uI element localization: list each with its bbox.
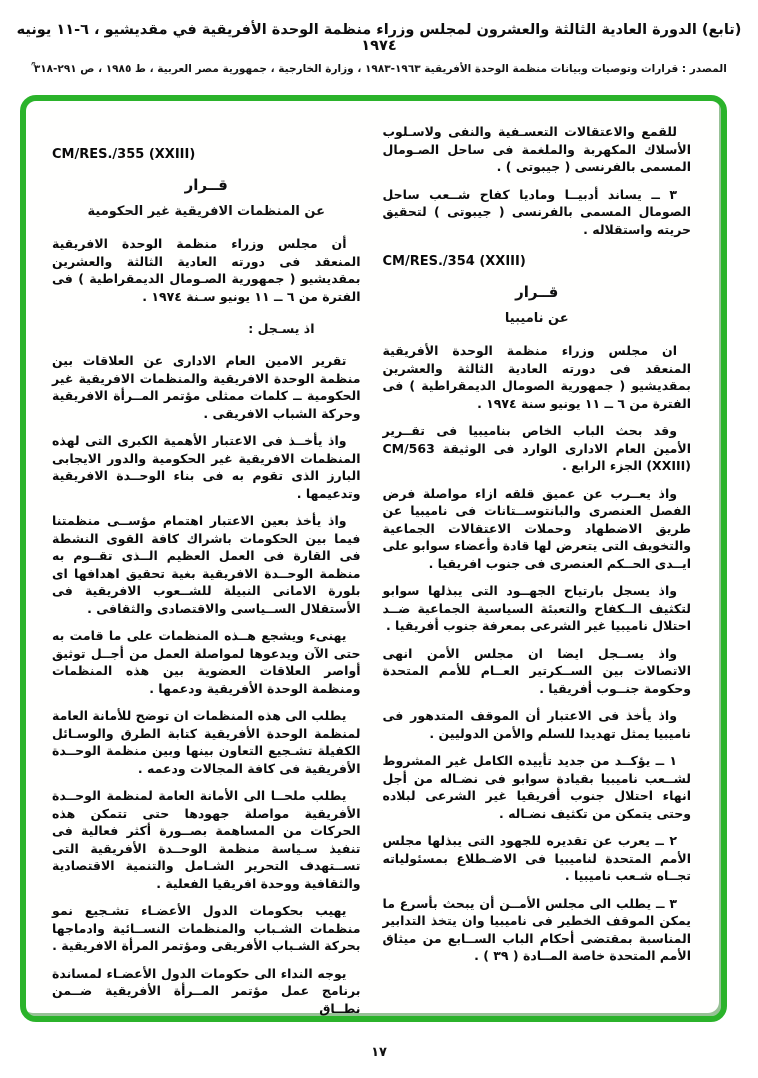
session-title: (تابع) الدورة العادية الثالثة والعشرون لمجلس وزراء منظمة الوحدة الأفريقية في مقديشيو ، ٦-١١ يونيه ١٩٧٤: [16, 22, 742, 54]
two-column-layout: [52, 121, 691, 1016]
paragraph: ٣ ــ يساند أدبيــا وماديا كفاح شــعب ساحل الصومال المسمى بالفرنسى ( جيبوتى ) لتحقيق حريته واستقلاله .: [382, 186, 691, 237]
paragraph: أن مجلس وزراء منظمة الوحدة الافريقية المنعقد فى دورته العادية الثالثة والعشرين بمقديشيو ( جمهورية الصـومال الديمقراطية ) فى الفترة من ٦ ــ ١١ يونيو سـنة ١٩٧٤ .: [52, 236, 361, 304]
paragraph: للقمع والاعتقالات التعسـفية والنفى ولاسـلوب الأسلاك المكهربة والملغمة فى ساحل الصـومال المسمى بالفرنسى ( جيبوتى ) .: [382, 124, 691, 174]
column-left: [52, 121, 361, 1016]
recital-marker: اذ يسـجل :: [248, 321, 315, 336]
numbered-paragraph-1: ١ ــ يؤكــد من جديد تأييده الكامل غير المشروط لشــعب ناميبيا بقيادة سوابو فى نضـاله من أجل انهاء احتلال جنوب أفريقيا غير الشرعى لبلاده وحتى يتمكن من تكثيف نضـاله .: [382, 753, 691, 821]
paragraph: يهنىء ويشجع هــذه المنظمات على ما قامت به حتى الآن ويدعوها لمواصلة العمل من أجــل توثيق أواصر العلاقات العضوية بين هذه المنظمات ومنظمة الوحدة الأفريقية ودعمها .: [52, 628, 361, 696]
paragraph: وقد بحث الباب الخاص بناميبيا فى تقــرير الأمين العام الادارى الوارد فى الوثيقة CM/563 (XXIII) الجزء الرابع .: [382, 423, 691, 473]
paragraph: يطلب ملحــا الى الأمانة العامة لمنظمة الوحــدة الأفريقية مواصلة جهودها حتى تتمكن هذه الحركات من المساهمة بصــورة أكثر فعالية فى تنفيذ سـياسة منظمة الوحــدة الأفريقية التى تســتهدف التحرير الشـامل والتنمية الاقتصادية والثقافية ووحدة افريقيا الفعلية .: [52, 788, 361, 891]
paragraph: واذ يعــرب عن عميق قلقه ازاء مواصلة فرض الفصل العنصرى والبانتوســتانات فى ناميبيا عن طريق الاضطهاد وحملات الاعتقالات الجماعية والتخويف التى يتعرض لها قادة وأعضاء سوابو على ايــدى الحــكم العنصرى فى جنوب افريقيا .: [382, 485, 691, 571]
resolution-title: قــرار: [515, 283, 559, 301]
resolution-subtitle: عن المنظمات الافريقية غير الحكومية: [87, 204, 325, 219]
resolution-title: قــرار: [184, 176, 228, 194]
paragraph: واذ يســجل ايضا ان مجلس الأمن انهى الاتصالات بين الســكرتير العــام للأمم المتحدة وحكومة جنــوب أفريقيا .: [382, 645, 691, 696]
paragraph: يطلب الى هذه المنظمات ان توضح للأمانة العامة لمنظمة الوحدة الأفريقية كتابة الطرق والوسـائل الكفيلة تشـجيع التعاون بينها وبين منظمة الوحــدة الأفريقية فى كافة المجالات ودعمه .: [52, 708, 361, 776]
paragraph: ان مجلس وزراء منظمة الوحدة الأفريقية المنعقد فى دورته العادية الثالثة والعشرين بمقديشيو ( جمهورية الصومال الديمقراطية ) فى الفترة من ٦ ــ ١١ يونيو سنة ١٩٧٤ .: [382, 343, 691, 411]
resolution-ref-354: CM/RES./354 (XXIII): [382, 254, 526, 269]
resolution-ref-355: CM/RES./355 (XXIII): [52, 147, 196, 162]
document-frame: [20, 95, 727, 1022]
paragraph: واذ يأخــذ فى الاعتبار الأهمية الكبرى التى لهذه المنظمات الافريقية غير الحكومية والدور الايجابى البارز الذى تقوم به فى بناء الوحــدة الافريقية وتدعيمها .: [52, 433, 361, 501]
paragraph: يهيب بحكومات الدول الأعضـاء تشـجيع نمو منظمات الشـباب والمنظمات النســائية وادماجها بحركة الشـباب الأفريقى ومؤتمر المرأة الافريقية .: [52, 903, 361, 953]
paragraph: واذ يأخذ بعين الاعتبار اهتمام مؤســى منظمتنا فيما بين الحكومات باشراك كافة القوى النشطة فى القارة فى العمل العظيم الــذى تقــوم به منظمة الوحــدة الافريقية بغية تحقيق اهدافها اى بلورة الامانى النبيلة للشــعوب الافريقية فى الأستقلال الســياسى والاقتصادى والثقافى .: [52, 513, 361, 616]
numbered-paragraph-3: ٣ ــ يطلب الى مجلس الأمــن أن يبحث بأسرع ما يمكن الموقف الخطير فى ناميبيا وان يتخذ التدابير المناسبة بمقتضى أحكام الباب الســابع من ميثاق الأمم المتحدة خاصة المــادة ( ٣٩ ) .: [382, 895, 691, 963]
paragraph: تقرير الامين العام الادارى عن العلاقات بين منظمة الوحدة الافريقية والمنظمات الافريقية غير الحكومية ــ كلمات ممثلى مؤتمر المــرأة الافريقية وحركة الشباب الافريقى .: [52, 353, 361, 421]
numbered-paragraph-2: ٢ ــ يعرب عن تقديره للجهود التى يبذلها مجلس الأمم المتحدة لناميبيا فى الاضـطلاع بمسئولياته تجــاه شـعب ناميبيا .: [382, 833, 691, 883]
page-header: [0, 22, 758, 76]
source-citation: المصدر : قرارات وتوصيات وبيانات منظمة الوحدة الأفريقية ١٩٦٣-١٩٨٣ ، وزارة الخارجية ، جمهورية مصر العربية ، ط ١٩٨٥ ، ص ٢٩١-٣١٨ ؒ: [31, 63, 727, 75]
column-right: [383, 121, 692, 1002]
paragraph: يوجه النداء الى حكومات الدول الأعضـاء لمساندة برنامج عمل مؤتمر المــرأة الأفريقية ضــمن نطــاق: [52, 965, 361, 1016]
page-number: ١٧: [371, 1045, 387, 1060]
paragraph: واذ يأخذ فى الاعتبار أن الموقف المتدهور فى ناميبيا يمثل تهديدا للسلم والأمن الدوليين .: [382, 708, 691, 741]
resolution-subtitle: عن ناميبيا: [504, 311, 569, 326]
paragraph: واذ يسجل بارتياح الجهــود التى يبذلها سوابو لتكثيف الــكفاح والتعبئة السياسية الجماعية ضــد احتلال ناميبيا غير الشرعى بمعرفة جنوب أفريقيا .: [382, 583, 691, 633]
